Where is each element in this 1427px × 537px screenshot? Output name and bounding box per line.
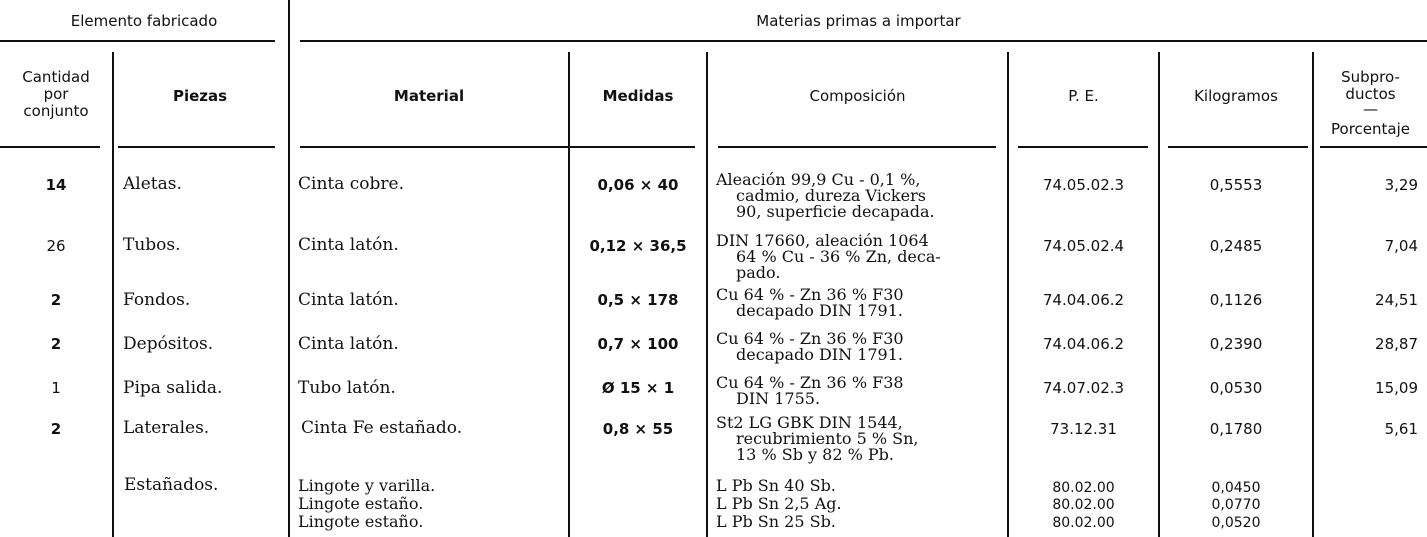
estanados-3-kg: 0,0520 — [1211, 515, 1261, 531]
header-material: Material — [393, 87, 465, 105]
row-2-kg: 0,2485 — [1209, 237, 1263, 255]
row-5-pe: 74.07.02.3 — [1042, 379, 1125, 397]
row-2-composicion-3: pado. — [736, 263, 781, 282]
row-1-medidas: 0,06 × 40 — [597, 176, 679, 194]
row-5-kg: 0,0530 — [1209, 379, 1263, 397]
estanados-3-pe: 80.02.00 — [1052, 515, 1115, 531]
estanados-3-material: Lingote estaño. — [298, 512, 424, 531]
row-2-medidas: 0,12 × 36,5 — [589, 237, 687, 255]
row-3-pe: 74.04.06.2 — [1042, 291, 1125, 309]
rule-header-bottom-comp — [718, 146, 996, 148]
vline-cantidad-piezas — [112, 52, 114, 537]
header-kilogramos: Kilogramos — [1194, 87, 1278, 105]
row-2-composicion-1: DIN 17660, aleación 1064 — [716, 231, 929, 250]
row-3-material: Cinta latón. — [298, 290, 399, 310]
header-pe: P. E. — [1068, 87, 1099, 105]
row-6-composicion-3: 13 % Sb y 82 % Pb. — [736, 445, 894, 464]
row-5-sub: 15,09 — [1375, 379, 1418, 397]
rule-header-bottom-kg — [1168, 146, 1308, 148]
header-cantidad-1: Cantidad — [22, 68, 90, 86]
header-medidas: Medidas — [602, 87, 674, 105]
row-6-composicion-1: St2 LG GBK DIN 1544, — [716, 413, 903, 432]
row-3-sub: 24,51 — [1375, 291, 1418, 309]
rule-header-bottom-right — [300, 146, 695, 148]
rule-elemento — [0, 40, 275, 42]
estanados-1-material: Lingote y varilla. — [298, 476, 436, 495]
row-6-cantidad: 2 — [50, 420, 62, 438]
header-subproductos-1: Subpro- — [1341, 68, 1400, 86]
row-4-composicion-2: decapado DIN 1791. — [736, 345, 903, 364]
rule-header-bottom-pe — [1018, 146, 1148, 148]
row-5-cantidad: 1 — [51, 379, 61, 397]
rule-header-bottom-sub — [1320, 146, 1427, 148]
header-elemento: Elemento fabricado — [70, 12, 218, 30]
vline-medidas-composicion — [706, 52, 708, 537]
row-2-pe: 74.05.02.4 — [1042, 237, 1125, 255]
row-5-composicion-2: DIN 1755. — [736, 389, 821, 408]
row-5-piezas: Pipa salida. — [123, 378, 223, 398]
row-3-medidas: 0,5 × 178 — [597, 291, 679, 309]
rule-header-bottom-piezas — [118, 146, 275, 148]
rule-header-bottom-left — [0, 146, 100, 148]
header-materias: Materias primas a importar — [756, 12, 961, 30]
row-4-kg: 0,2390 — [1209, 335, 1263, 353]
row-5-material: Tubo latón. — [298, 378, 396, 398]
estanados-2-material: Lingote estaño. — [298, 494, 424, 513]
row-1-material: Cinta cobre. — [298, 174, 404, 194]
row-3-piezas: Fondos. — [123, 290, 191, 310]
estanados-2-kg: 0,0770 — [1211, 497, 1261, 513]
row-4-cantidad: 2 — [50, 335, 62, 353]
estanados-3-composicion: L Pb Sn 25 Sb. — [716, 512, 836, 531]
row-1-composicion-1: Aleación 99,9 Cu - 0,1 %, — [716, 170, 921, 189]
header-cantidad-3: conjunto — [23, 102, 89, 120]
row-6-medidas: 0,8 × 55 — [602, 420, 674, 438]
estanados-1-kg: 0,0450 — [1211, 480, 1261, 496]
row-1-cantidad: 14 — [45, 176, 67, 194]
row-2-material: Cinta latón. — [298, 235, 399, 255]
row-1-piezas: Aletas. — [123, 174, 182, 194]
row-3-cantidad: 2 — [50, 291, 62, 309]
row-2-cantidad: 26 — [46, 237, 66, 255]
header-subproductos-4: Porcentaje — [1331, 120, 1410, 138]
estanados-1-composicion: L Pb Sn 40 Sb. — [716, 476, 836, 495]
row-2-sub: 7,04 — [1384, 237, 1418, 255]
row-3-kg: 0,1126 — [1209, 291, 1263, 309]
row-5-composicion-1: Cu 64 % - Zn 36 % F38 — [716, 373, 904, 392]
row-5-medidas: Ø 15 × 1 — [601, 379, 675, 397]
vline-elemento-materias — [288, 0, 290, 537]
estanados-piezas: Estañados. — [124, 475, 219, 495]
header-cantidad-2: por — [43, 85, 69, 103]
row-1-sub: 3,29 — [1384, 176, 1418, 194]
row-1-composicion-2: cadmio, dureza Vickers — [736, 186, 926, 205]
row-4-piezas: Depósitos. — [123, 334, 214, 354]
row-4-pe: 74.04.06.2 — [1042, 335, 1125, 353]
row-3-composicion-2: decapado DIN 1791. — [736, 301, 903, 320]
row-4-composicion-1: Cu 64 % - Zn 36 % F30 — [716, 329, 904, 348]
row-2-composicion-2: 64 % Cu - 36 % Zn, deca- — [736, 247, 941, 266]
header-composicion: Composición — [809, 87, 906, 105]
row-1-composicion-3: 90, superficie decapada. — [736, 202, 935, 221]
row-6-pe: 73.12.31 — [1050, 420, 1117, 438]
row-6-kg: 0,1780 — [1209, 420, 1263, 438]
header-subproductos-3: — — [1363, 100, 1378, 118]
header-subproductos-2: ductos — [1345, 85, 1396, 103]
row-6-sub: 5,61 — [1384, 420, 1418, 438]
row-6-piezas: Laterales. — [123, 418, 210, 438]
estanados-1-pe: 80.02.00 — [1052, 480, 1115, 496]
rule-materias — [300, 40, 1427, 42]
row-3-composicion-1: Cu 64 % - Zn 36 % F30 — [716, 285, 904, 304]
row-1-pe: 74.05.02.3 — [1042, 176, 1125, 194]
row-1-kg: 0,5553 — [1209, 176, 1263, 194]
header-piezas: Piezas — [172, 87, 228, 105]
estanados-2-pe: 80.02.00 — [1052, 497, 1115, 513]
row-6-composicion-2: recubrimiento 5 % Sn, — [736, 429, 919, 448]
row-6-material: Cinta Fe estañado. — [301, 418, 463, 438]
row-4-sub: 28,87 — [1375, 335, 1418, 353]
row-2-piezas: Tubos. — [123, 235, 181, 255]
row-4-material: Cinta latón. — [298, 334, 399, 354]
row-4-medidas: 0,7 × 100 — [597, 335, 679, 353]
estanados-2-composicion: L Pb Sn 2,5 Ag. — [716, 494, 842, 513]
